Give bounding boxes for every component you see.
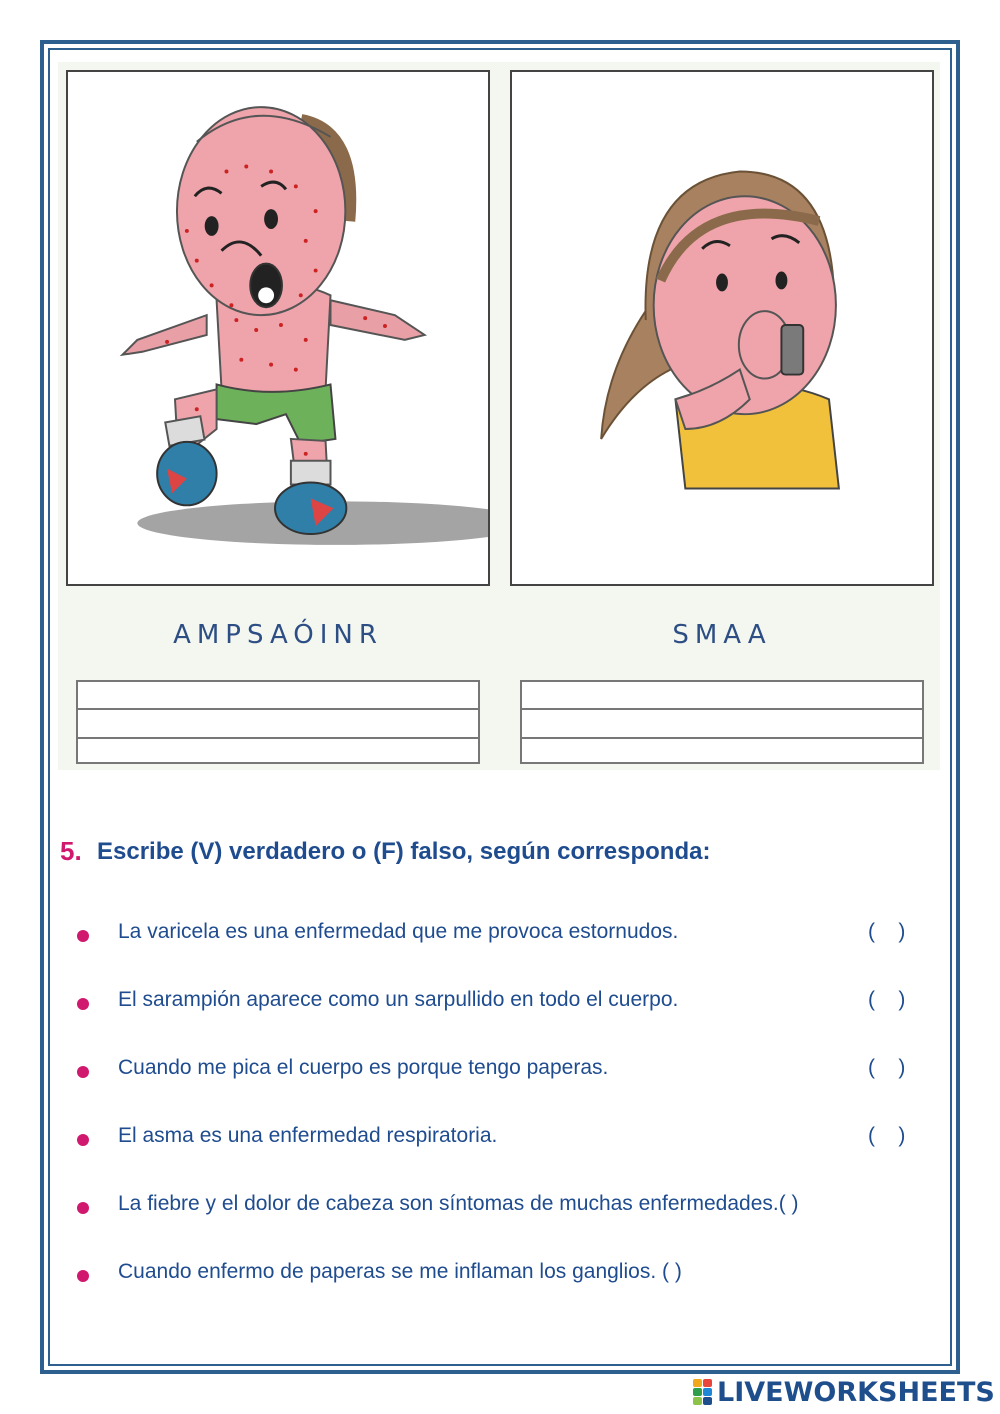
statement-text: El sarampión aparece como un sarpullido en todo el cuerpo. (118, 988, 679, 1011)
answer-line (78, 737, 478, 739)
scrambled-word-right: SMAA (672, 620, 772, 650)
statement-item (0, 1056, 1000, 1096)
girl-with-inhaler-illustration (510, 70, 934, 586)
answer-box-right[interactable] (520, 680, 924, 764)
answer-blank[interactable]: ( ) (868, 1124, 906, 1147)
liveworksheets-logo-icon (693, 1379, 713, 1405)
bullet-icon (77, 1202, 89, 1214)
answer-blank[interactable]: ( ) (868, 1056, 906, 1079)
bullet-icon (77, 1134, 89, 1146)
statement-item (0, 1124, 1000, 1164)
bullet-icon (77, 1066, 89, 1078)
statement-text: Cuando me pica el cuerpo es porque tengo paperas. (118, 1056, 609, 1079)
statement-text: El asma es una enfermedad respiratoria. (118, 1124, 498, 1147)
statement-text[interactable]: Cuando enfermo de paperas se me inflaman los ganglios. ( ) (118, 1260, 682, 1283)
answer-line (522, 708, 922, 710)
bullet-icon (77, 930, 89, 942)
girl-with-inhaler-drawing (512, 72, 932, 584)
brand-name: LIVEWORKSHEETS (717, 1376, 995, 1408)
bullet-icon (77, 1270, 89, 1282)
statement-text[interactable]: La fiebre y el dolor de cabeza son síntomas de muchas enfermedades.( ) (118, 1192, 799, 1215)
answer-box-left[interactable] (76, 680, 480, 764)
answer-blank[interactable]: ( ) (868, 988, 906, 1011)
answer-blank[interactable]: ( ) (868, 920, 906, 943)
answer-line (78, 708, 478, 710)
child-with-rash-drawing (68, 72, 488, 584)
question-number: 5. (60, 836, 82, 866)
answer-line (522, 737, 922, 739)
bullet-icon (77, 998, 89, 1010)
statement-item (0, 1192, 1000, 1232)
statement-item (0, 1260, 1000, 1300)
question-title: Escribe (V) verdadero o (F) falso, según corresponda: (97, 838, 711, 865)
scrambled-word-left: AMPSAÓINR (173, 620, 383, 650)
child-with-rash-illustration (66, 70, 490, 586)
statement-item (0, 920, 1000, 960)
liveworksheets-logo (693, 1376, 995, 1408)
statement-text: La varicela es una enfermedad que me provoca estornudos. (118, 920, 679, 943)
statement-item (0, 988, 1000, 1028)
